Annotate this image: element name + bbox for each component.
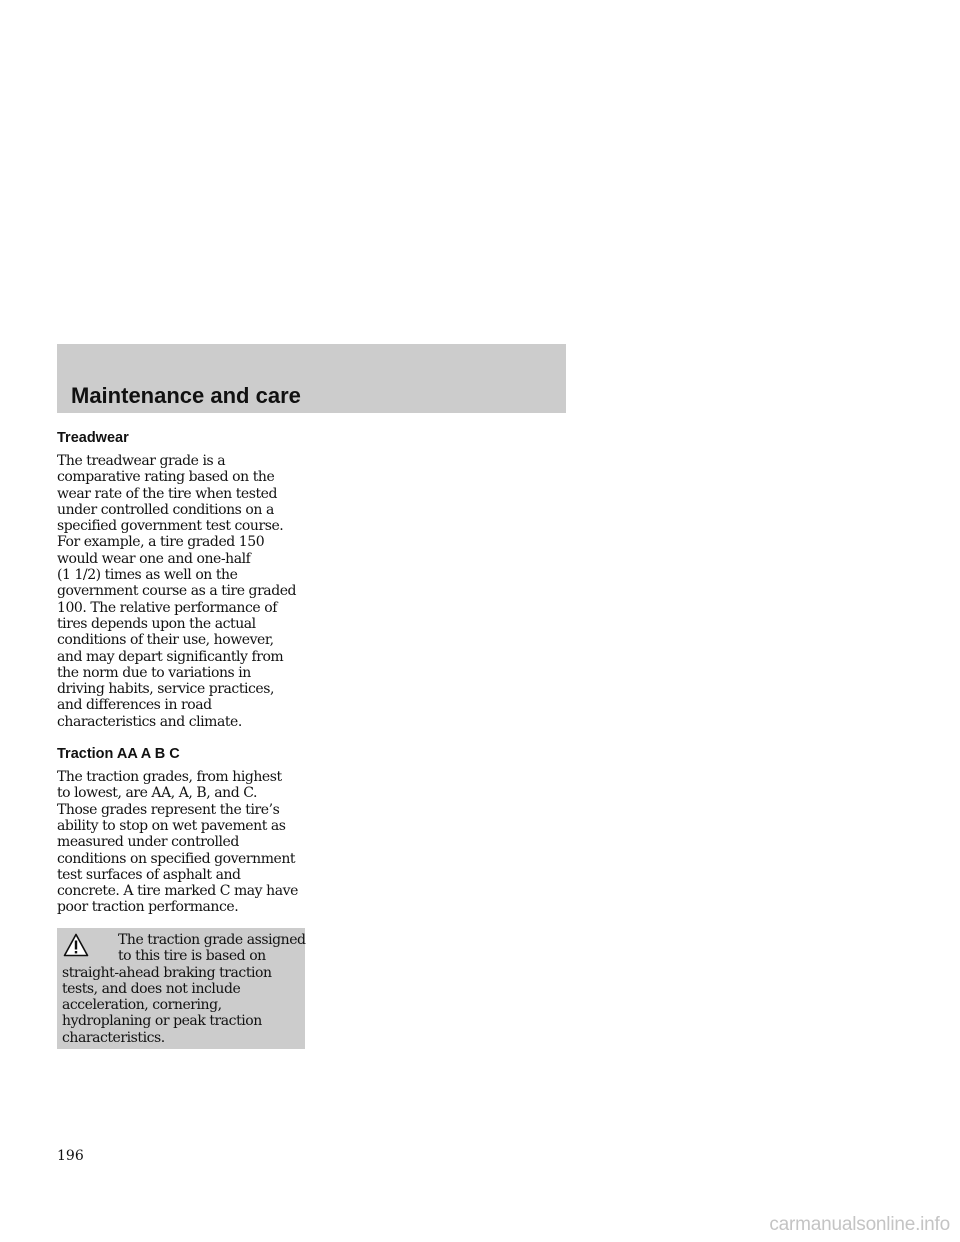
warning-box (57, 928, 305, 1049)
traction-paragraph: The traction grades, from highest to lowest, are AA, A, B, and C. Those grades represent the tire’s ability to stop on wet pavement as measured under controlled conditions on specified government test surfaces of asphalt and concrete. A tire marked C may have poor traction performance. (57, 769, 298, 916)
treadwear-paragraph: The treadwear grade is a comparative rating based on the wear rate of the tire when tested under controlled conditions on a specified government test course. For example, a tire graded 150 would wear one and one-half (1 1/2) times as well on the government course as a tire graded 100. The relative performance of tires depends upon the actual conditions of their use, however, and may depart significantly from the norm due to variations in driving habits, service practices, and differences in road characteristics and climate. (57, 453, 297, 730)
traction-heading: Traction AA A B C (57, 746, 180, 763)
section-header-band (57, 344, 566, 413)
watermark-text: carmanualsonline.info (769, 1214, 950, 1235)
chapter-title: Maintenance and care (71, 383, 301, 408)
main-content (57, 428, 307, 916)
warning-text: The traction grade assigned to this tire is based on straight-ahead braking traction tests, and does not include acceleration, cornering, hydroplaning or peak traction characteristics. (62, 932, 306, 1046)
treadwear-heading: Treadwear (57, 430, 129, 446)
page-number: 196 (57, 1148, 84, 1164)
